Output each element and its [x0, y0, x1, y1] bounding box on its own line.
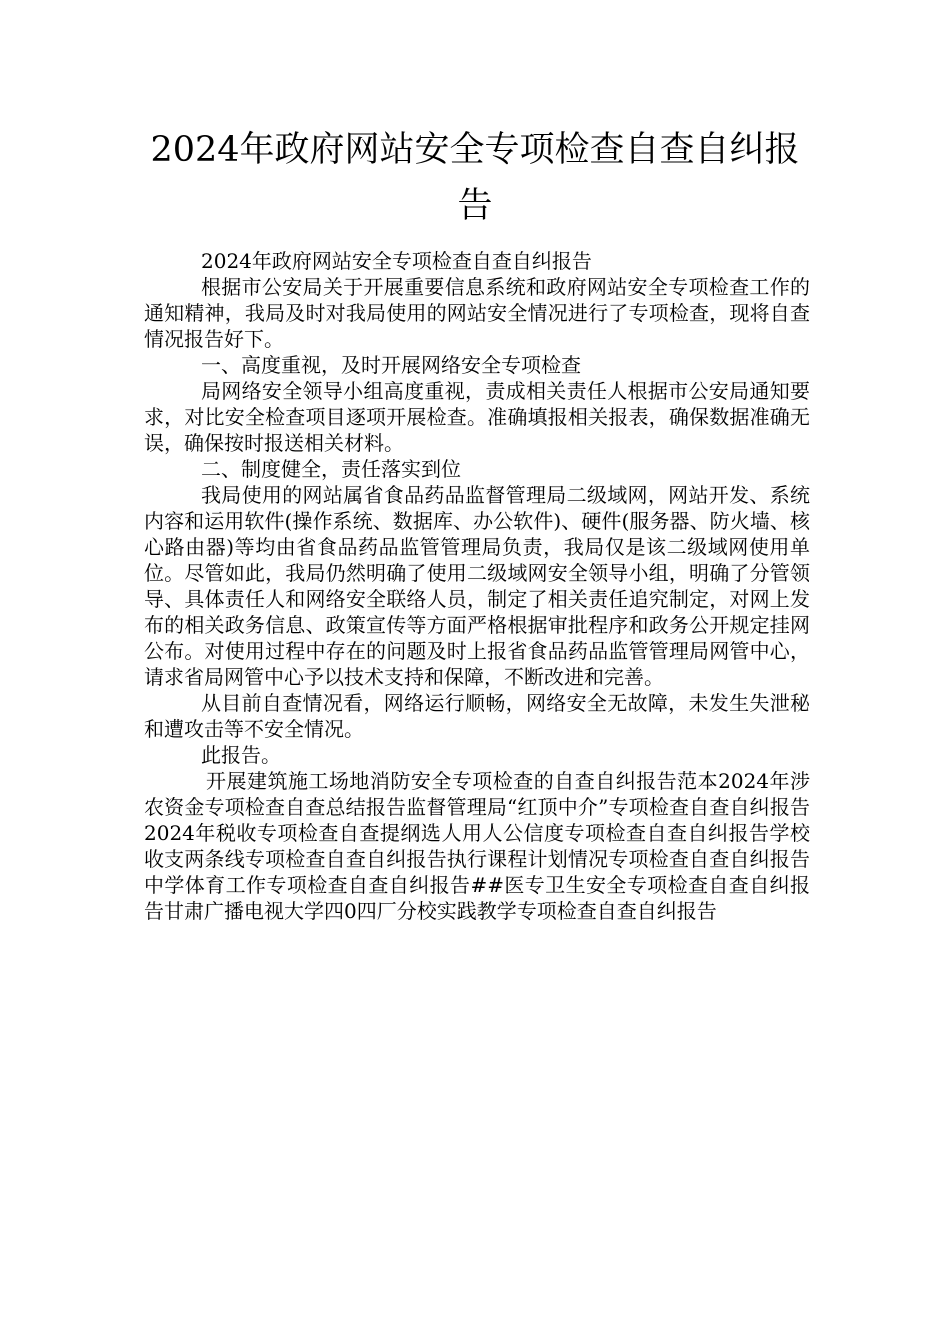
document-body	[144, 248, 810, 924]
paragraph-conclusion: 从目前自查情况看，网络运行顺畅，网络安全无故障，未发生失泄秘和遭攻击等不安全情况。	[144, 691, 810, 741]
paragraph-section-1: 局网络安全领导小组高度重视，责成相关责任人根据市公安局通知要求，对比安全检查项目逐项开展检查。准确填报相关报表，确保数据准确无误，确保按时报送相关材料。	[144, 379, 810, 455]
section-heading-2: 二、制度健全，责任落实到位	[201, 457, 461, 481]
paragraph-intro: 根据市公安局关于开展重要信息系统和政府网站安全专项检查工作的通知精神，我局及时对我局使用的网站安全情况进行了专项检查，现将自查情况报告好下。	[144, 275, 810, 351]
paragraph-heading-repeat: 2024年政府网站安全专项检查自查自纠报告	[201, 249, 592, 273]
paragraph-closing: 此报告。	[201, 743, 281, 767]
paragraph-section-2: 我局使用的网站属省食品药品监督管理局二级域网，网站开发、系统内容和运用软件(操作系统、数据库、办公软件)、硬件(服务器、防火墙、核心路由器)等均由省食品药品监管管理局负责，我局仅是该二级域网使用单位。尽管如此，我局仍然明确了使用二级域网安全领导小组，明确了分管领导、具体责任人和网络安全联络人员，制定了相关责任追究制定，对网上发布的相关政务信息、政策宣传等方面严格根据审批程序和政务公开规定挂网公布。对使用过程中存在的问题及时上报省食品药品监管管理局网管中心，请求省局网管中心予以技术支持和保障，不断改进和完善。	[144, 483, 810, 689]
section-heading-1: 一、高度重视，及时开展网络安全专项检查	[201, 353, 581, 377]
related-reports: 开展建筑施工场地消防安全专项检查的自查自纠报告范本2024年涉农资金专项检查自查总结报告监督管理局“红顶中介”专项检查自查自纠报告2024年税收专项检查自查提纲选人用人公信度专项检查自查自纠报告学校收支两条线专项检查自查自纠报告执行课程计划情况专项检查自查自纠报告中学体育工作专项检查自查自纠报告##医专卫生安全专项检查自查自纠报告甘肃广播电视大学四0四厂分校实践教学专项检查自查自纠报告	[144, 769, 810, 923]
document-title: 2024年政府网站安全专项检查自查自纠报告	[150, 130, 800, 226]
